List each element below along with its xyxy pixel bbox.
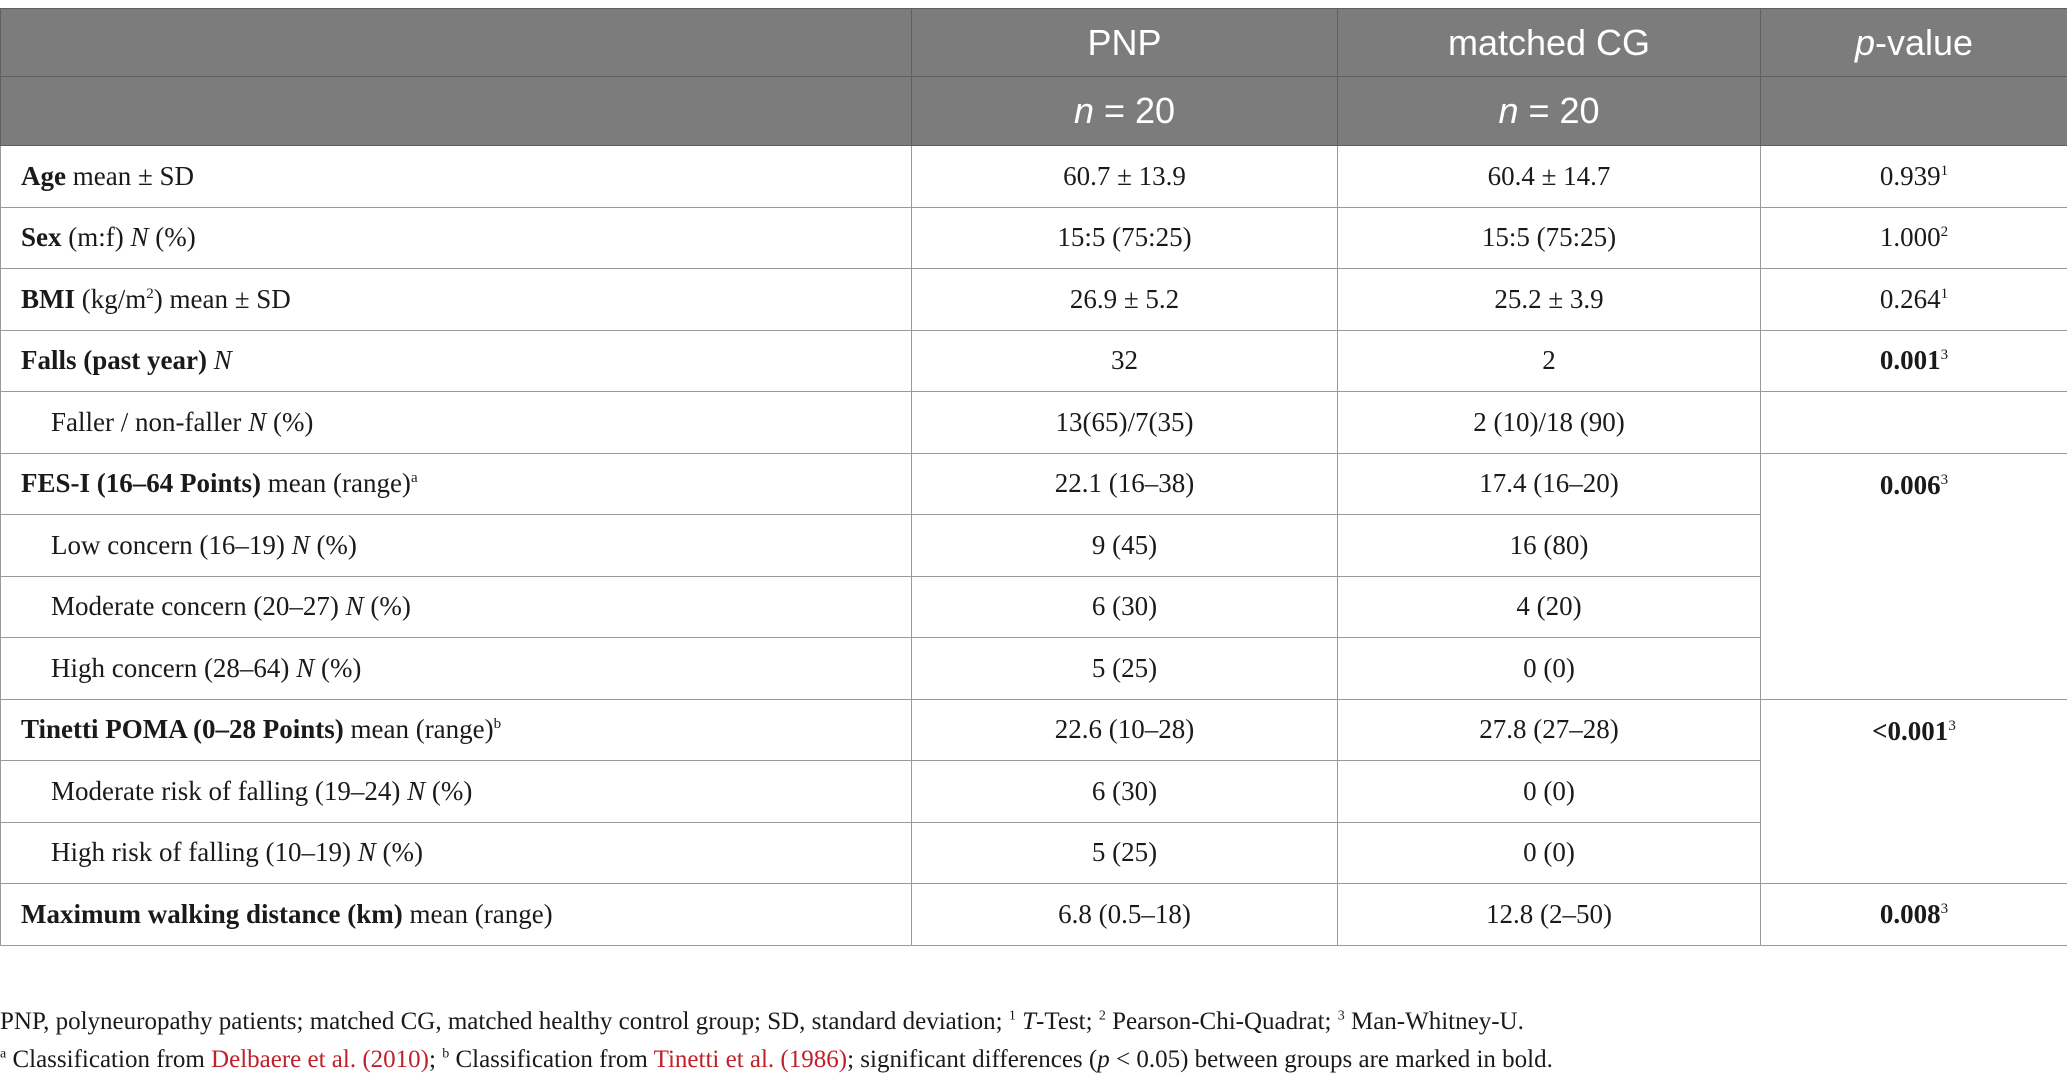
- footnote-italic: p: [1097, 1046, 1110, 1073]
- cell-pnp: 26.9 ± 5.2: [912, 269, 1338, 331]
- header-empty: [1, 9, 912, 77]
- label-rest: (%): [375, 837, 423, 868]
- cell-pvalue: [1761, 699, 2067, 884]
- row-label-faller: [1, 392, 912, 454]
- cell-pvalue: [1761, 207, 2067, 269]
- label-text: High concern (28–64): [51, 652, 297, 683]
- cell-cg: 12.8 (2–50): [1338, 884, 1761, 946]
- label-rest: mean (range): [261, 468, 411, 499]
- label-bold: Maximum walking distance (km): [21, 898, 403, 929]
- cell-pvalue: [1761, 884, 2067, 946]
- label-note: a: [410, 470, 418, 487]
- label-text: Faller / non-faller: [51, 406, 249, 437]
- pvalue-text: 0.939: [1879, 160, 1941, 191]
- cell-cg: 0 (0): [1338, 761, 1761, 823]
- header-p-suffix: -value: [1874, 21, 1974, 63]
- cell-pnp: 32: [912, 330, 1338, 392]
- row-label-moderate-concern: [1, 576, 912, 638]
- label-italic: N: [296, 652, 315, 683]
- cell-cg: 4 (20): [1338, 576, 1761, 638]
- row-label-moderate-risk: [1, 761, 912, 823]
- cell-pnp: 6 (30): [912, 576, 1338, 638]
- footnote-text: ;: [429, 1046, 443, 1073]
- table-row: [1, 761, 2067, 823]
- row-label-sex: [1, 207, 912, 269]
- header-pvalue: [1761, 9, 2067, 77]
- footnote-sup: a: [0, 1046, 7, 1062]
- footnote-text: Man-Whitney-U.: [1344, 1008, 1524, 1035]
- header-pnp: PNP: [912, 9, 1338, 77]
- header-p-italic: p: [1854, 21, 1875, 63]
- row-label-bmi: [1, 269, 912, 331]
- header-row: [1, 9, 2067, 77]
- footnote-text: Classification from: [449, 1046, 654, 1073]
- cg-n-value: = 20: [1528, 90, 1600, 131]
- footnote-text: ; significant differences (: [847, 1046, 1098, 1073]
- row-label-falls: [1, 330, 912, 392]
- pvalue-sup: 3: [1940, 471, 1949, 488]
- label-rest: (%): [425, 775, 473, 806]
- table-row: [1, 330, 2067, 392]
- cell-pvalue-empty: [1761, 392, 2067, 454]
- header-cg: matched CG: [1338, 9, 1761, 77]
- pvalue-sup: 1: [1940, 285, 1949, 302]
- label-rest: mean (range): [343, 714, 494, 745]
- label-mid: (m:f): [61, 222, 131, 253]
- label-bold: Sex: [21, 222, 62, 253]
- pvalue-sup: 3: [1940, 900, 1949, 917]
- header-pnp-n: [912, 77, 1338, 146]
- pvalue-text: <0.001: [1872, 715, 1949, 746]
- footnote-italic: T: [1022, 1008, 1036, 1035]
- row-label-tinetti: [1, 699, 912, 761]
- cell-cg: 15:5 (75:25): [1338, 207, 1761, 269]
- cell-pnp: 15:5 (75:25): [912, 207, 1338, 269]
- footnote-sup: 1: [1008, 1008, 1016, 1024]
- pvalue-text: 0.001: [1879, 345, 1941, 376]
- label-bold: BMI: [21, 283, 75, 314]
- pvalue-sup: 1: [1940, 162, 1949, 179]
- footnote-text: < 0.05) between groups are marked in bold.: [1109, 1046, 1553, 1073]
- label-text: Moderate concern (20–27): [51, 591, 346, 622]
- reference-link-delbaere[interactable]: Delbaere et al. (2010): [211, 1046, 429, 1073]
- label-rest: ) mean ± SD: [153, 283, 291, 314]
- pvalue-sup: 3: [1948, 717, 1956, 734]
- row-label-low-concern: [1, 515, 912, 577]
- label-note: b: [493, 716, 502, 733]
- table-row: [1, 269, 2067, 331]
- label-italic: N: [291, 529, 310, 560]
- label-text: Moderate risk of falling (19–24): [51, 775, 408, 806]
- pvalue-sup: 2: [1940, 224, 1949, 241]
- pvalue-text: 1.000: [1879, 222, 1941, 253]
- label-rest: (%): [314, 652, 362, 683]
- table-row: [1, 884, 2067, 946]
- footnote-sup: 3: [1337, 1008, 1345, 1024]
- label-italic: N: [248, 406, 267, 437]
- cell-pvalue: [1761, 330, 2067, 392]
- label-rest: (%): [363, 591, 411, 622]
- cell-pnp: 22.1 (16–38): [912, 453, 1338, 515]
- label-italic: N: [357, 837, 376, 868]
- label-rest: (%): [148, 222, 196, 253]
- label-mid: (kg/m: [75, 283, 147, 314]
- cell-cg: 16 (80): [1338, 515, 1761, 577]
- footnote-text: Pearson-Chi-Quadrat;: [1105, 1008, 1338, 1035]
- cell-pnp: 5 (25): [912, 638, 1338, 700]
- table-row: [1, 699, 2067, 761]
- row-label-walking: [1, 884, 912, 946]
- cell-pnp: 6 (30): [912, 761, 1338, 823]
- header-n-pvalue-empty: [1761, 77, 2067, 146]
- footnote-text: PNP, polyneuropathy patients; matched CG, matched healthy control group; SD, standard deviation;: [0, 1008, 1009, 1035]
- row-label-age: [1, 146, 912, 208]
- cell-pnp: 9 (45): [912, 515, 1338, 577]
- label-italic: N: [130, 222, 149, 253]
- results-table: [0, 8, 2067, 946]
- label-bold: Age: [21, 160, 66, 191]
- label-exponent: 2: [146, 285, 154, 302]
- pvalue-sup: 3: [1940, 347, 1949, 364]
- table-row: [1, 453, 2067, 515]
- row-label-high-concern: [1, 638, 912, 700]
- header-n-empty: [1, 77, 912, 146]
- label-rest: (%): [266, 406, 314, 437]
- label-italic: N: [407, 775, 426, 806]
- table-row: [1, 392, 2067, 454]
- footnote-abbreviations: [0, 1008, 1524, 1036]
- cell-cg: 0 (0): [1338, 638, 1761, 700]
- cell-pvalue: [1761, 269, 2067, 331]
- footnote-text: -Test;: [1036, 1008, 1099, 1035]
- label-italic: N: [345, 591, 364, 622]
- cell-cg: 2: [1338, 330, 1761, 392]
- table-row: [1, 207, 2067, 269]
- label-rest: (%): [309, 529, 357, 560]
- reference-link-tinetti[interactable]: Tinetti et al. (1986): [653, 1046, 848, 1073]
- cell-pvalue: [1761, 146, 2067, 208]
- header-cg-n: [1338, 77, 1761, 146]
- row-label-fes: [1, 453, 912, 515]
- pnp-n-value: = 20: [1103, 90, 1176, 131]
- footnote-sup: 2: [1098, 1008, 1106, 1024]
- footnote-sup: b: [442, 1046, 450, 1062]
- cell-cg: 0 (0): [1338, 822, 1761, 884]
- label-bold: Tinetti POMA (0–28 Points): [21, 714, 344, 745]
- table-row: [1, 822, 2067, 884]
- cell-cg: 60.4 ± 14.7: [1338, 146, 1761, 208]
- table-row: [1, 576, 2067, 638]
- footnote-text: Classification from: [6, 1046, 212, 1073]
- table-row: [1, 146, 2067, 208]
- table-row: [1, 638, 2067, 700]
- table-row: [1, 515, 2067, 577]
- footnote-classification: [0, 1046, 1553, 1074]
- label-rest: mean ± SD: [65, 160, 195, 191]
- cell-cg: 27.8 (27–28): [1338, 699, 1761, 761]
- cell-pnp: 5 (25): [912, 822, 1338, 884]
- label-bold: FES-I (16–64 Points): [21, 468, 262, 499]
- cell-cg: 2 (10)/18 (90): [1338, 392, 1761, 454]
- cell-pnp: 60.7 ± 13.9: [912, 146, 1338, 208]
- pvalue-text: 0.264: [1879, 283, 1941, 314]
- n-italic: n: [1073, 90, 1094, 131]
- label-bold: Falls (past year): [21, 345, 207, 376]
- row-label-high-risk: [1, 822, 912, 884]
- label-text: Low concern (16–19): [51, 529, 292, 560]
- cell-cg: 25.2 ± 3.9: [1338, 269, 1761, 331]
- pvalue-text: 0.006: [1879, 469, 1941, 500]
- cell-pnp: 13(65)/7(35): [912, 392, 1338, 454]
- label-rest: mean (range): [402, 898, 553, 929]
- cell-pvalue: [1761, 453, 2067, 699]
- label-italic: N: [213, 345, 232, 376]
- cell-cg: 17.4 (16–20): [1338, 453, 1761, 515]
- cell-pnp: 6.8 (0.5–18): [912, 884, 1338, 946]
- n-italic: n: [1498, 90, 1519, 131]
- header-n-row: [1, 77, 2067, 146]
- cell-pnp: 22.6 (10–28): [912, 699, 1338, 761]
- label-text: High risk of falling (10–19): [51, 837, 358, 868]
- pvalue-text: 0.008: [1879, 898, 1941, 929]
